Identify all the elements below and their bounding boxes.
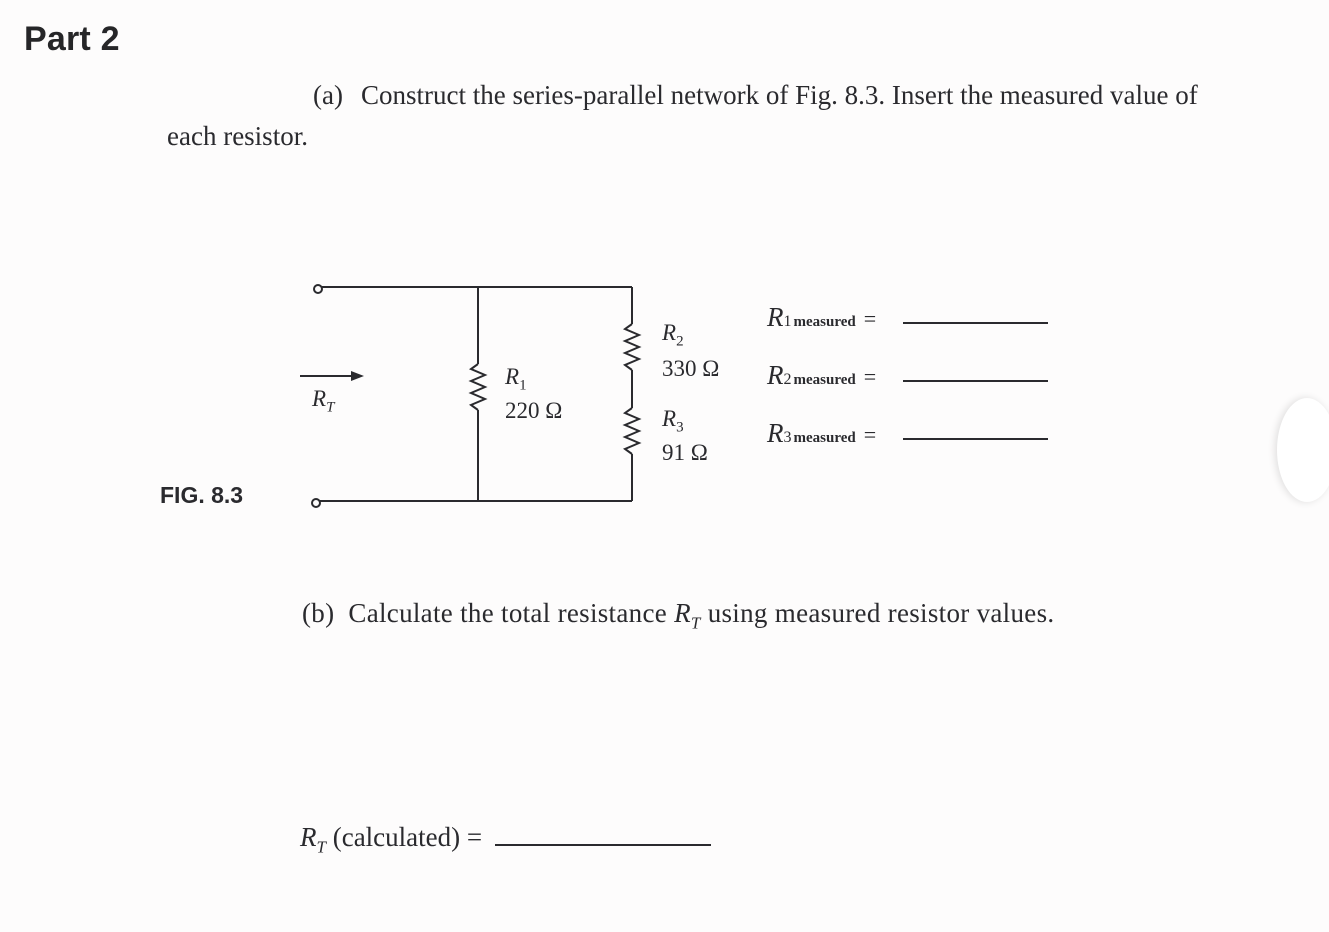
figure-label: FIG. 8.3 xyxy=(160,482,244,508)
question-b: (b) Calculate the total resistance $R_T$ using measured resistor values. xyxy=(302,598,1055,633)
question-a-text: Construct the series-parallel network of Fig. 8.3. Insert the measured value of xyxy=(360,80,1198,110)
rt-arrow-head xyxy=(351,371,364,381)
r3-resistor-symbol xyxy=(625,408,639,454)
side-panel-tab[interactable] xyxy=(1277,398,1329,502)
rt-label: $R_T$ xyxy=(312,386,335,416)
r2-resistor-symbol xyxy=(625,324,639,370)
r3-label: $R_3$ xyxy=(662,406,684,436)
question-b-rt-symbol: R xyxy=(674,598,691,628)
r1-value: 220 Ω xyxy=(505,398,563,423)
question-a-line2: each resistor. xyxy=(167,121,308,151)
r1-measured-entry: R1 measured = xyxy=(767,302,877,332)
r2-label: $R_2$ xyxy=(662,320,684,350)
r2-measured-entry: R2 measured = xyxy=(767,360,877,390)
top-terminal xyxy=(314,285,322,293)
question-b-tag: (b) xyxy=(302,598,335,628)
r3-value: 91 Ω xyxy=(662,440,708,465)
r1-resistor-symbol xyxy=(471,364,485,410)
rt-calculated-blank xyxy=(495,844,711,846)
part-title: Part 2 xyxy=(24,20,120,58)
r3-measured-entry: R3 measured = xyxy=(767,418,877,448)
question-b-text-after: using measured resistor values. xyxy=(707,598,1055,628)
bottom-terminal xyxy=(312,499,320,507)
rt-calculated-entry: $R_T$ (calculated) = xyxy=(300,822,711,857)
r1-label: $R_1$ xyxy=(505,364,527,394)
question-a-tag: (a) xyxy=(313,80,343,110)
r2-value: 330 Ω xyxy=(662,356,720,381)
question-b-text-before: Calculate the total resistance xyxy=(348,598,668,628)
